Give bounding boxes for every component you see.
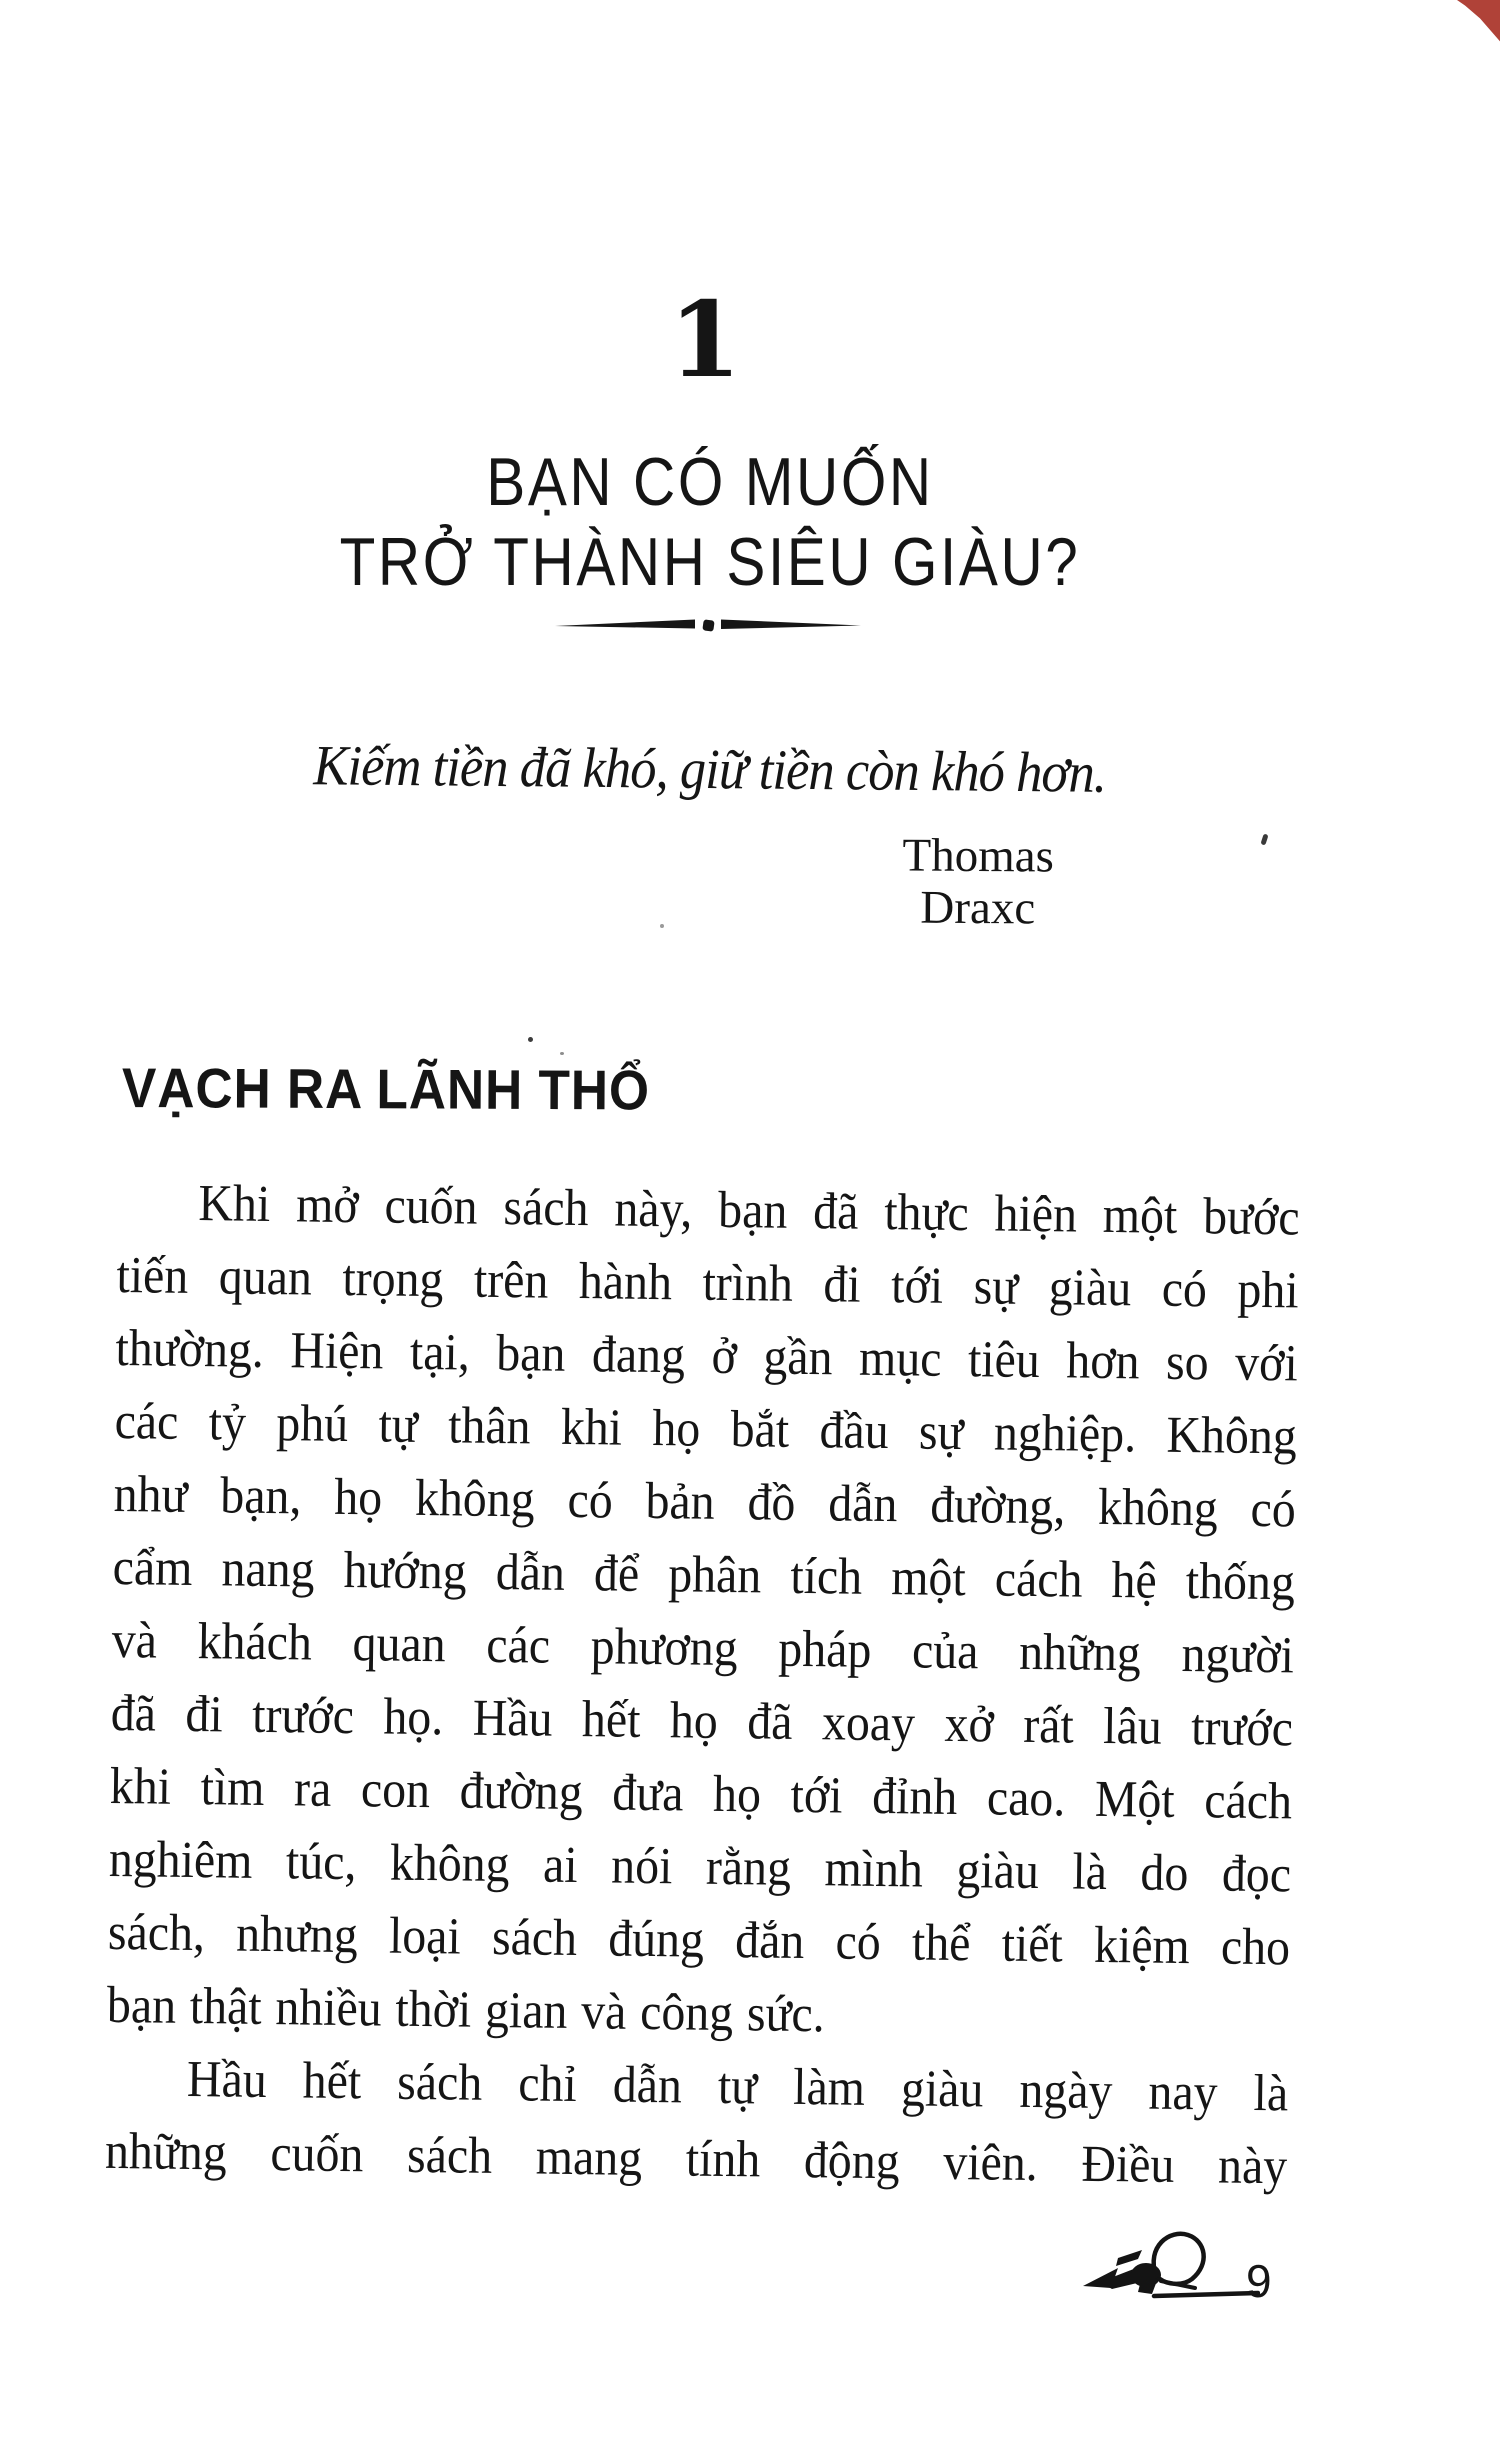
quill-flourish-icon <box>1082 2228 1260 2308</box>
corner-marker-icon <box>1450 0 1500 46</box>
scan-speck <box>528 1037 533 1042</box>
body-line: bạn thật nhiều thời gian và công sức. <box>106 1976 826 2044</box>
chapter-title <box>134 442 1286 602</box>
body-line: Khi mở cuốn sách này, bạn đã thực hiện một bước <box>198 1175 1300 1247</box>
chapter-number: 1 <box>668 278 742 401</box>
body-line: đã đi trước họ. Hầu hết họ đã xoay xở rất lâu trước <box>110 1684 1294 1758</box>
scan-speck <box>660 924 664 928</box>
section-heading: VẠCH RA LÃNH THỔ <box>121 1056 651 1122</box>
body-line: tiến quan trọng trên hành trình đi tới sự giàu có phi <box>116 1246 1300 1320</box>
scan-speck <box>560 1052 564 1055</box>
chapter-title-line2: TRỞ THÀNH SIÊU GIÀU? <box>339 524 1081 600</box>
body-line: sách, nhưng loại sách đúng đắn có thể tiết kiệm cho <box>107 1903 1291 1977</box>
body-text <box>105 1166 1300 2203</box>
epigraph-quote <box>0 731 1420 809</box>
epigraph-quote-text: Kiếm tiền đã khó, giữ tiền còn khó hơn. <box>313 734 1107 805</box>
epigraph-attribution: Thomas Draxc <box>902 829 1055 935</box>
scan-speck <box>1260 833 1268 845</box>
body-line: Hầu hết sách chỉ dẫn tự làm giàu ngày nay là <box>186 2050 1289 2123</box>
body-line: thường. Hiện tại, bạn đang ở gần mục tiêu hơn so với <box>115 1319 1299 1393</box>
body-line: các tỷ phú tự thân khi họ bắt đầu sự nghiệp. Không <box>114 1392 1298 1466</box>
page-number: 9 <box>1246 2255 1272 2307</box>
body-line: như bạn, họ không có bản đồ dẫn đường, không có <box>113 1465 1297 1539</box>
body-line: cẩm nang hướng dẫn để phân tích một cách hệ thống <box>112 1538 1296 1612</box>
body-line: nghiêm túc, không ai nói rằng mình giàu là do đọc <box>108 1830 1292 1904</box>
body-line: khi tìm ra con đường đưa họ tới đỉnh cao. Một cách <box>109 1757 1293 1831</box>
title-divider-ornament <box>555 616 861 634</box>
body-line: và khách quan các phương pháp của những người <box>111 1611 1295 1685</box>
chapter-title-line1: BẠN CÓ MUỐN <box>486 444 934 520</box>
body-line: những cuốn sách mang tính động viên. Điều này <box>104 2122 1288 2196</box>
